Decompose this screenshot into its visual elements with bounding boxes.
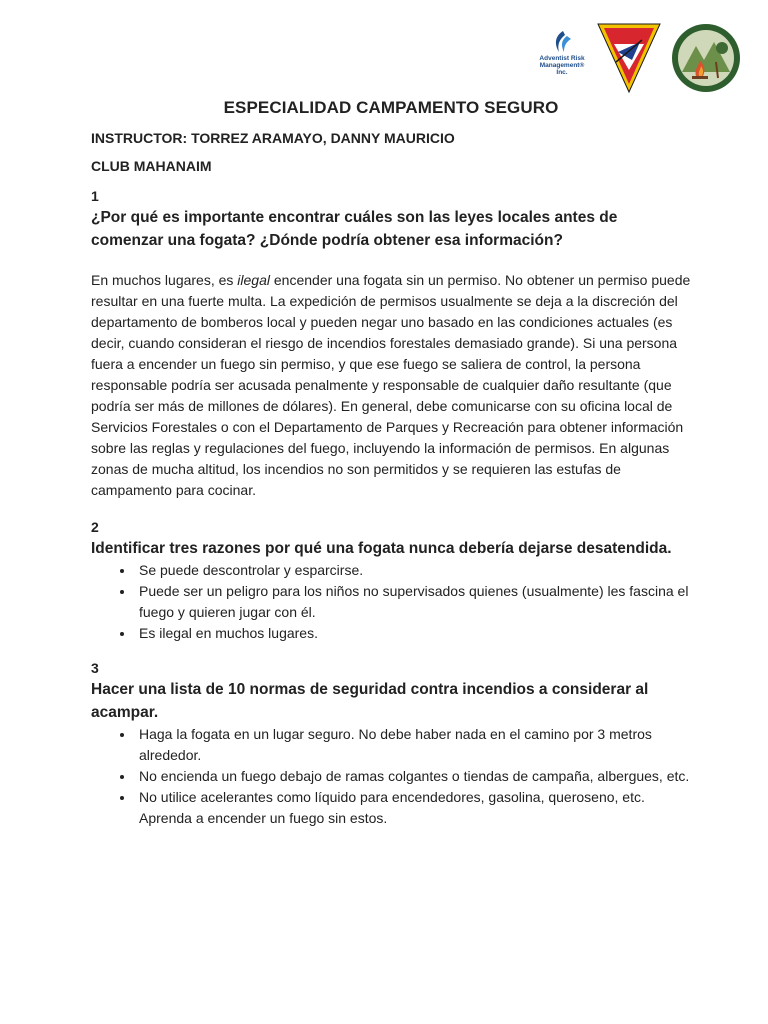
list-item: • Es ilegal en muchos lugares. bbox=[135, 623, 691, 644]
flame-swoosh-icon bbox=[549, 30, 575, 54]
adventist-risk-management-logo bbox=[536, 30, 588, 86]
list-item: • No utilice acelerantes como líquido para encendedores, gasolina, queroseno, etc. Aprenda a encender un fuego sin estos. bbox=[135, 787, 691, 829]
answer-list bbox=[91, 724, 691, 829]
pathfinder-shield-icon bbox=[596, 22, 662, 94]
answer-text-rest: encender una fogata sin un permiso. No obtener un permiso puede resultar en una fuerte multa. La expedición de permisos usualmente se deja a la discreción del departamento de bomberos local y pueden negar uno basado en las condiciones actuales (es decir, cuando consideran el riesgo de incendios forestales demasiado grande). Si una persona fuera a encender un fuego sin permiso, y que ese fuego se saliera de control, la persona responsable podría ser acusada penalmente y responsable de cualquier daño resultante (que podría ser más de millones de dólares). En general, debe comunicarse con su oficina local de Servicios Forestales o con el Departamento de Parques y Recreación para obtener información sobre las reglas y regulaciones del fuego, incluyendo la información de permisos. En algunas zonas de mucha altitud, los incendios no son permitidos y se requieren las estufas de campamento para cocinar. bbox=[91, 272, 691, 498]
camping-safety-badge bbox=[670, 22, 742, 94]
question-number: 2 bbox=[91, 519, 99, 535]
list-item: • Puede ser un peligro para los niños no supervisados quienes (usualmente) les fascina el fuego y quieren jugar con él. bbox=[135, 581, 691, 623]
question-1 bbox=[91, 186, 691, 501]
answer-paragraph bbox=[91, 270, 691, 501]
question-text: Identificar tres razones por qué una fogata nunca debería dejarse desatendida. bbox=[91, 540, 672, 557]
question-text: Hacer una lista de 10 normas de seguridad contra incendios a considerar al acampar. bbox=[91, 681, 649, 721]
list-item: • Haga la fogata en un lugar seguro. No debe haber nada en el camino por 3 metros alrededor. bbox=[135, 724, 691, 766]
instructor-line: INSTRUCTOR: TORREZ ARAMAYO, DANNY MAURICIO bbox=[91, 130, 455, 146]
list-item: • No encienda un fuego debajo de ramas colgantes o tiendas de campaña, albergues, etc. bbox=[135, 766, 691, 787]
question-number: 1 bbox=[91, 188, 99, 204]
list-item: • Se puede descontrolar y esparcirse. bbox=[135, 560, 691, 581]
question-2 bbox=[91, 517, 691, 644]
pathfinder-emblem bbox=[596, 22, 662, 94]
header-logos bbox=[536, 22, 742, 94]
question-3 bbox=[91, 658, 691, 829]
arm-logo-line1: Adventist Risk bbox=[539, 55, 585, 62]
answer-text-start: En muchos lugares, es bbox=[91, 272, 238, 288]
document-title: ESPECIALIDAD CAMPAMENTO SEGURO bbox=[223, 98, 559, 117]
question-text: ¿Por qué es importante encontrar cuáles son las leyes locales antes de comenzar una fogata? ¿Dónde podría obtener esa información? bbox=[91, 209, 618, 249]
answer-list bbox=[91, 560, 691, 644]
club-line: CLUB MAHANAIM bbox=[91, 158, 212, 174]
question-number: 3 bbox=[91, 660, 99, 676]
campfire-badge-icon bbox=[670, 22, 742, 94]
arm-logo-line2: Management® Inc. bbox=[539, 62, 585, 76]
document-body bbox=[91, 98, 691, 843]
answer-italic-word: ilegal bbox=[237, 272, 270, 288]
